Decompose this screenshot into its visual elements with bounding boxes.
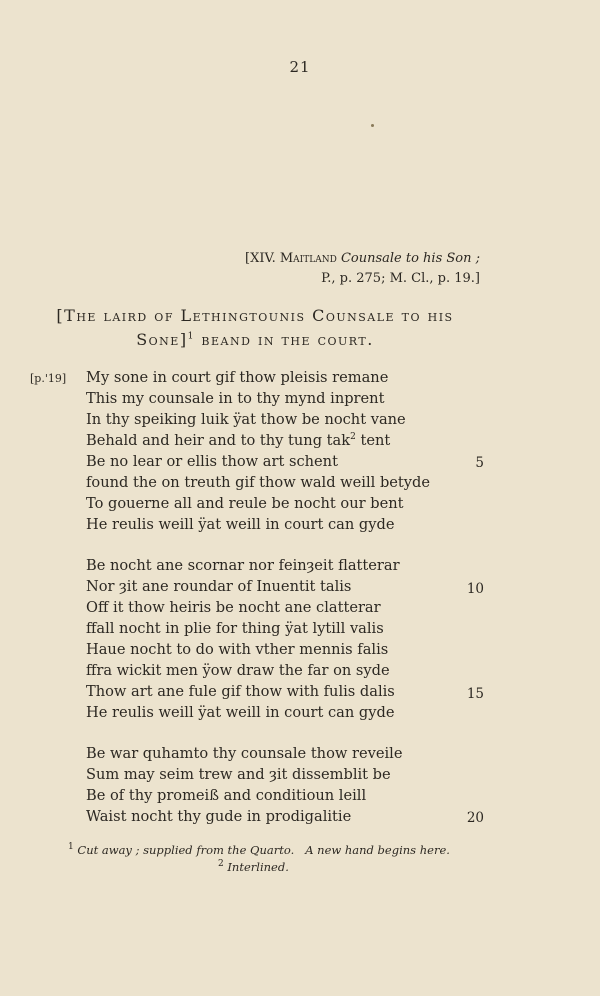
source-author: Maitland [279, 251, 337, 266]
poem-line: Nor ȝit ane roundar of Inuentit talis [86, 578, 352, 595]
footnote-2 [218, 860, 289, 874]
poem-line: He reulis weill ÿat weill in court can gyde [86, 704, 395, 721]
poem-line: Be of thy promeiß and conditioun leill [86, 787, 367, 804]
poem-line: To gouerne all and reule be nocht our bent [86, 495, 404, 512]
line-number: 10 [466, 581, 484, 597]
poem-line: Sum may seim trew and ȝit dissemblit be [86, 766, 391, 783]
footnote-ref-1: 1 [187, 331, 195, 342]
margin-page-ref: [p.'19] [30, 372, 67, 385]
poem-line: ffall nocht in plie for thing ÿat lytill valis [86, 620, 384, 637]
poem-line: Be nocht ane scornar nor feinȝeit flatterar [86, 557, 400, 574]
page-number: 21 [289, 58, 311, 76]
footnote-1 [68, 843, 450, 857]
poem-line: Thow art ane fule gif thow with fulis dalis [86, 683, 395, 700]
poem-line: found the on treuth gif thow wald weill betyde [86, 474, 431, 491]
footnote-mark-1: 1 [68, 842, 74, 853]
footnote-2-text: Interlined. [227, 860, 289, 874]
source-note-line-1 [245, 251, 480, 266]
poem-title-rest: beand in the court. [194, 330, 374, 349]
poem-title-sone: Sone] [136, 330, 188, 349]
source-note-line-2: P., p. 275; M. Cl., p. 19.] [321, 271, 480, 286]
poem-line-end: tent [355, 432, 391, 449]
poem-line: This my counsale in to thy mynd inprent [86, 390, 385, 407]
poem-line: In thy speiking luik ÿat thow be nocht vane [86, 411, 406, 428]
ink-speck [371, 124, 374, 127]
poem-line: He reulis weill ÿat weill in court can gyde [86, 516, 395, 533]
footnote-ref-2: 2 [350, 432, 356, 443]
line-number: 20 [466, 810, 484, 826]
poem-title-line-2 [0, 330, 510, 349]
poem-line [86, 432, 390, 449]
footnote-1-text: Cut away ; supplied from the Quarto. A new hand begins here. [77, 843, 450, 857]
poem-line: Waist nocht thy gude in prodigalitie [86, 808, 352, 825]
poem-line: Be war quhamto thy counsale thow reveile [86, 745, 403, 762]
poem-line: ffra wickit men ÿow draw the far on syde [86, 662, 390, 679]
poem-line: Haue nocht to do with vther mennis falis [86, 641, 389, 658]
source-title: Counsale to his Son ; [340, 251, 480, 266]
poem-title-line-1: [The laird of Lethingtounis Counsale to his [56, 306, 454, 325]
poem-line: Be no lear or ellis thow art schent [86, 453, 338, 470]
line-number: 15 [466, 686, 484, 702]
poem-line-text: Behald and heir and to thy tung tak [86, 432, 351, 449]
line-number: 5 [475, 455, 484, 471]
poem-line: Off it thow heiris be nocht ane clatterar [86, 599, 381, 616]
footnote-mark-2: 2 [218, 859, 224, 870]
poem-line: My sone in court gif thow pleisis remane [86, 369, 389, 386]
source-prefix: [XIV. [245, 251, 280, 266]
